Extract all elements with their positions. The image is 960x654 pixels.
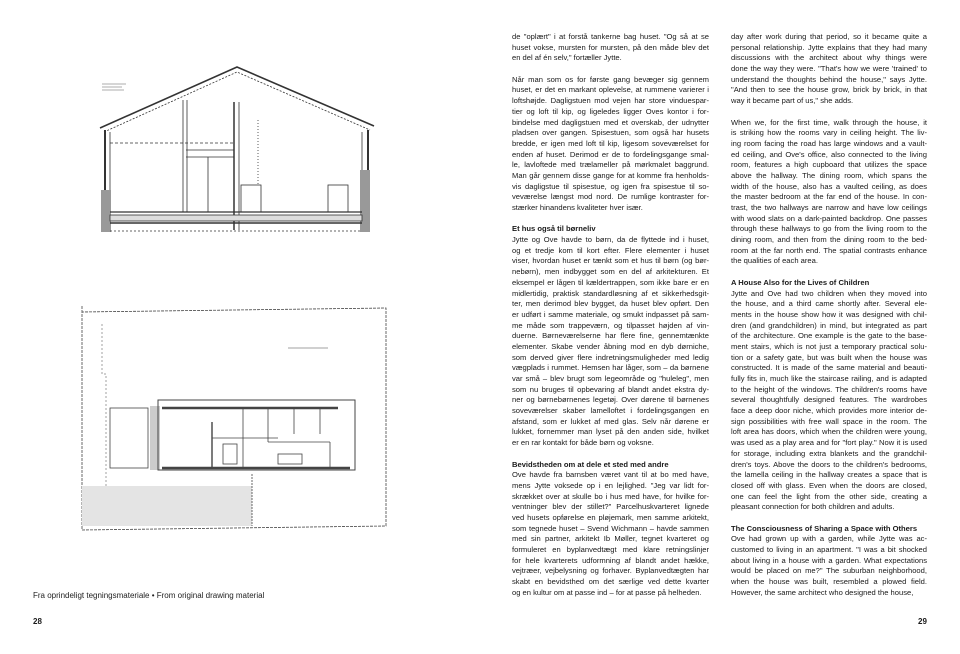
body-text-line: closed off with glass. Even when the doors are closed, [731, 480, 927, 490]
body-text-line: one can feel the light from the other side, creating a [731, 491, 927, 501]
body-text-line: ner og børnebørnenes legetøj. Over dørene til børnenes [512, 395, 709, 405]
body-text-line: ment stairs, which is not just a temporary practical solu- [731, 341, 927, 351]
body-text-line: ing room facing the road has large windows and a vault- [731, 138, 927, 148]
body-text-line: way it became part of us," she adds. [731, 96, 854, 106]
body-text-line: skrækket over at skulle bo i hus med have, for hvilke for- [512, 491, 709, 501]
section-heading: A House Also for the Lives of Children [731, 277, 870, 287]
body-text-line: day after work during that period, so it became quite a [731, 32, 927, 41]
body-text-line: er udført i samme materiale, og smukt indpasset på sam- [512, 309, 709, 319]
floor-plan-drawing [78, 304, 390, 534]
body-text-line: Når man som os for første gang bevæger sig gennem [512, 74, 709, 84]
danish-text-column [512, 32, 709, 598]
section-heading: Bevidstheden om at dele et sted med andre [512, 459, 669, 469]
paragraph-gap [731, 513, 927, 524]
body-text-line: through these hallways to go from the living room to the [731, 224, 927, 234]
body-text-line: og en kultur om at passe ind – for at passe på helheden. [512, 587, 702, 597]
body-text-line: veværelse længst mod nord. De rumlige kontraster for- [512, 192, 709, 202]
paragraph-gap [512, 449, 709, 460]
body-text-line: stærker hinandens kvaliteter hver især. [512, 203, 643, 212]
body-text-line: of the architecture. One example is the gate to the base- [731, 331, 927, 341]
body-text-line: tion or a safety gate, but was built when the house was [731, 352, 927, 362]
body-text-line: sign possibilities with free wall space in the room. The [731, 416, 927, 426]
body-text-line: width of the house, also has a vaulted ceiling, as does [731, 181, 927, 191]
body-text-line: for storage, including extra blankets and the grandchil- [731, 448, 927, 458]
body-text-line: ments in the house show how it was designed with chil- [731, 309, 927, 319]
body-text-line: about living in a house with a garden. What expectations [731, 555, 927, 565]
page-number: 29 [918, 617, 927, 626]
body-text-line: tier og loft til kip, og ligeledes ligger Oves kontor i for- [512, 106, 709, 116]
body-text-line: ter, men derimod blev bygget, da huset blev opført. Den [512, 299, 709, 309]
english-text-column [731, 32, 927, 598]
body-text-line: vis dagligstue til spisestue, og igen fra spisestue til so- [512, 181, 709, 191]
body-text-line: mens Jytte voksede op i en lejlighed. "Jeg var lidt for- [512, 480, 709, 490]
body-text-line: room at the far north end. The spatial contrasts enhance [731, 245, 927, 255]
body-text-line: the master bedroom at the far end of the house. In con- [731, 192, 927, 202]
body-text-line: vejtræer, vejbelysning og forhaver. Byplanvedtægten har [512, 566, 709, 576]
body-text-line: bredde, er igen med loft til kip, ligesom soveværelset for [512, 138, 709, 148]
body-text-line: done the way they were. "That's how we were 'trained' to [731, 64, 927, 74]
body-text-line: with wood slats on a dark-painted backdrop. One passes [731, 213, 927, 223]
body-text-line: was used as a play area and for "fort play." Now it is used [731, 438, 927, 448]
body-text-line: Jytte og Ove havde to børn, da de flyttede ind i huset, [512, 235, 709, 245]
paragraph-gap [731, 267, 927, 278]
body-text-line: When we, for the first time, walk through the house, it [731, 117, 927, 127]
body-text-line: som derved giver flere indretningsmuligheder med ledig [512, 352, 709, 362]
body-text-line: fully fits in, much like the staircase railing, and is adapted [731, 374, 927, 383]
body-text-line: dren's toys. Above the doors to the children's bedrooms, [731, 459, 927, 469]
body-text-line: dren (and grandchildren) in mind, but integrated as part [731, 320, 927, 330]
body-text-line: ed ceiling, and Ove's office, also connected to the living [731, 149, 927, 159]
section-heading: The Consciousness of Sharing a Space with Others [731, 523, 918, 533]
body-text-line: the lamella ceiling in the hallway creates a space that is [731, 470, 927, 480]
body-text-line: eksempel er lågen til kældertrappen, som ikke bare er en [512, 277, 709, 287]
body-text-line: would be placed on me?" The suburban neighborhood, [731, 566, 927, 576]
body-text-line: loft area has doors, which when the children were young, [731, 427, 927, 437]
body-text-line: enden af huset. Derimod er de to fordelingsgange smal- [512, 149, 709, 159]
body-text-line: customed to living in an apartment. "I was a bit shocked [731, 545, 927, 554]
body-text-line: discussions with the architect about why things were [731, 53, 927, 63]
body-text-line: Jytte and Ove had two children when they moved into [731, 288, 927, 298]
section-heading: Et hus også til børneliv [512, 224, 596, 234]
body-text-line: is striking how the rooms vary in ceiling height. The liv- [731, 128, 927, 138]
section-drawing [98, 60, 383, 238]
body-text-line: nebørn), men indbygget som en del af arkitekturen. Et [512, 267, 709, 277]
body-text-line: the house, and a third came shortly after. Several ele- [731, 299, 927, 309]
body-text-line: room, features a high cupboard that utilizes the space [731, 160, 927, 170]
body-text-line: Ove had grown up with a garden, while Jytte was ac- [731, 534, 927, 544]
body-text-line: personal relationship. Jytte explains that they had many [731, 42, 927, 52]
body-text-line: som tegnede huset – Svend Wichmann – havde sammen [512, 523, 709, 533]
body-text-line: dining room, and then from the dining room to the bed- [731, 235, 927, 245]
body-text-line: som nu bruges til opbevaring af blandt andet ekstra dy- [512, 384, 709, 394]
body-text-line: when the house was built, resembled a plowed field. [731, 577, 927, 587]
body-text-line: de "oplært" i at forstå tankerne bag huset. "Og så at se [512, 32, 709, 41]
body-text-line: elementer. Skabe vender åbning mod en dyb dørniche, [512, 341, 709, 351]
body-text-line: og et tredje kom til kort efter. Flere elementer i huset [512, 245, 709, 255]
body-text-line: formuleret en byplanvedtægt med klare retningslinjer [512, 545, 709, 554]
body-text-line: several thoughtfully designed features. The wardrobes [731, 395, 927, 405]
body-text-line: duerne. Børneværelserne har flere fine, gennemtænkte [512, 331, 709, 341]
body-text-line: above the hallway. The dining room, which spans the [731, 170, 927, 180]
body-text-line: Ove havde fra barnsben været vant til at bo med have, [512, 470, 709, 480]
body-text-line: soveværelser skaber lamelloftet i fordelingsgangen en [512, 406, 709, 416]
body-text-line: trast, the two hallways are narrow and have low ceilings [731, 203, 927, 212]
body-text-line: vægplads i rummet. Hemsen har låger, som – da børnene [512, 363, 709, 373]
body-text-line: huset vokse, mursten for mursten, på den måde blev det [512, 42, 709, 52]
body-text-line: med sin partner, arkitekt Ib Møller, tegnet kvarteret og [512, 534, 709, 544]
paragraph-gap [731, 107, 927, 118]
body-text-line: the qualities of each area. [731, 256, 818, 266]
figure-caption: Fra oprindeligt tegningsmateriale • From original drawing material [33, 591, 265, 600]
page-number: 28 [33, 617, 42, 626]
body-text-line: en del af én selv," fortæller Jytte. [512, 53, 622, 63]
body-text-line: ventninger blev der stillet?" Parcelhuskvarteret lignede [512, 502, 709, 512]
body-text-line: understand the thoughts behind the house," says Jytte. [731, 74, 927, 84]
body-text-line: loftshøjde. Dagligstuen mod vejen har store vinduespar- [512, 96, 709, 106]
body-text-line: me måde som trappeværn, og tilpasset højden af vin- [512, 320, 709, 330]
body-text-line: midlertidig, praktisk standardløsning af et sikkerhedsgit- [512, 288, 709, 298]
body-text-line: for hele kvarterets udformning af blandt andet hække, [512, 555, 709, 565]
body-text-line: skabt en bevidsthed om det særlige ved dette kvarter [512, 577, 709, 587]
body-text-line: bindelse med dagligstuen med et overskab, der udnytter [512, 117, 709, 127]
body-text-line: "And then to see the house grow, brick by brick, in that [731, 85, 927, 95]
body-text-line: le, lavloftede med trælameller på mørkmalet baggrund. [512, 160, 709, 170]
body-text-line: constructed. It is made of the same material and beauti- [731, 363, 927, 373]
body-text-line: lukket, fornemmer man lyset på den anden side, hvilket [512, 427, 709, 437]
body-text-line: Man går gennem disse gange for at komme fra henholds- [512, 170, 709, 180]
body-text-line: face a deep door niche, which provides more interior de- [731, 406, 927, 416]
right-page [480, 0, 960, 654]
body-text-line: to the height of the windows. The children's rooms have [731, 384, 927, 394]
body-text-line: er en rar kontakt for både børn og voksne. [512, 438, 654, 448]
body-text-line: afstand, som er lukket af med glas. Selv når dørene er [512, 416, 709, 426]
paragraph-gap [512, 64, 709, 75]
body-text-line: huset, er det en markant oplevelse, at rummene varierer i [512, 85, 709, 95]
body-text-line: However, the same architect who designed the house, [731, 587, 914, 597]
body-text-line: viser, hvordan huset er tænkt som et hus til børn (og bør- [512, 256, 709, 266]
body-text-line: pladsen over gangen. Spisestuen, som også har husets [512, 128, 709, 138]
body-text-line: ved husets opførelse en pløjemark, men samme arkitekt, [512, 512, 709, 522]
body-text-line: var små – blev brugt som legeområde og "huleleg", men [512, 374, 709, 383]
paragraph-gap [512, 214, 709, 225]
body-text-line: pleasant connection for both children and adults. [731, 502, 895, 512]
